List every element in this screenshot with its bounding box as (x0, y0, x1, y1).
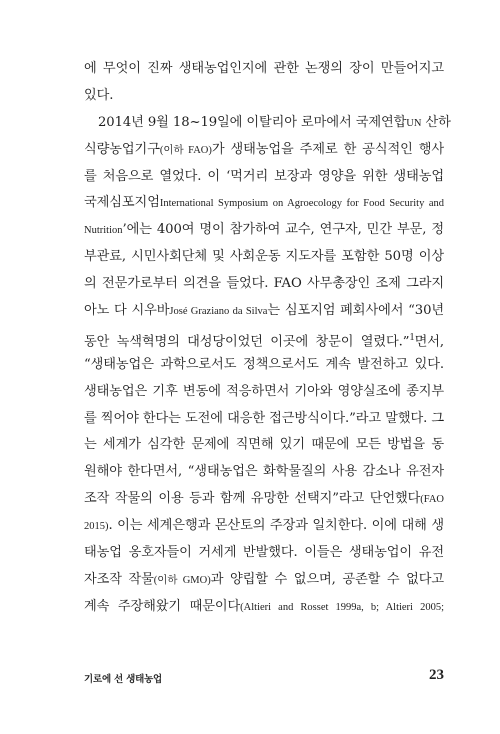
text-line: 아노 다 시우바José Graziano da Silva는 심포지엄 폐회사에서 “30년 (84, 303, 444, 319)
inline-annotation: (이하 GMO) (153, 574, 211, 586)
text-line: 원해야 한다면서, “생태농업은 화학물질의 사용 감소나 유전자 (84, 464, 444, 480)
text-line: “생태농업은 과학으로서도 정책으로서도 계속 발전하고 있다. (84, 356, 444, 372)
text-line: 를 찍어야 한다는 도전에 대응한 접근방식이다.”라고 말했다. 그 (84, 410, 444, 426)
text-line: 식량농업기구(이하 FAO)가 생태농업을 주제로 한 공식적인 행사 (84, 141, 444, 157)
running-footer-title: 기로에 선 생태농업 (84, 674, 163, 685)
inline-annotation: International Symposium on Agroecology for Food Security and (159, 198, 444, 210)
inline-annotation: José Graziano da Silva (169, 306, 268, 318)
inline-annotation: (FAO (420, 494, 444, 506)
text-line: 자조작 작물(이하 GMO)과 양립할 수 없으며, 공존할 수 없다고 (84, 571, 444, 587)
text-line: 에 무엇이 진짜 생태농업인지에 관한 논쟁의 장이 만들어지고 (84, 61, 444, 76)
inline-annotation: (이하 FAO) (159, 144, 212, 156)
text-line: Nutrition’에는 400여 명이 참가하여 교수, 연구자, 민간 부문, 정 (84, 222, 444, 238)
page-number: 23 (429, 667, 444, 683)
footnote-marker: 1 (409, 331, 415, 343)
text-line: 있다. (84, 87, 114, 103)
inline-annotation: (Altieri and Rosset 1999a, b; Altieri 2005; (240, 601, 444, 613)
text-line: 태농업 옹호자들이 거세게 반발했다. 이들은 생태농업이 유전 (84, 545, 444, 561)
text-line: 부관료, 시민사회단체 및 사회운동 지도자를 포함한 50명 이상 (84, 249, 444, 265)
text-line: 동안 녹색혁명의 대성당이었던 이곳에 창문이 열렸다.”$^1$면서, (84, 331, 444, 350)
text-line: 는 세계가 심각한 문제에 직면해 있기 때문에 모든 방법을 동 (84, 437, 444, 453)
text-line: 를 처음으로 열었다. 이 ‘먹거리 보장과 영양을 위한 생태농업 (84, 168, 444, 184)
body-text (84, 56, 451, 621)
text-line: 2015). 이는 세계은행과 몬산토의 주장과 일치한다. 이에 대해 생 (84, 518, 444, 534)
inline-annotation: 2015) (84, 521, 109, 533)
inline-annotation: UN (406, 117, 422, 129)
text-line: 2014년 9월 18~19일에 이탈리아 로마에서 국제연합UN 산하 (98, 114, 451, 130)
text-line: 국제심포지엄International Symposium on Agroecology for Food Security and (84, 195, 444, 211)
text-line: 생태농업은 기후 변동에 적응하면서 기아와 영양실조에 종지부 (84, 383, 444, 399)
text-line: 계속 주장해왔기 때문이다(Altieri and Rosset 1999a, b; Altieri 2005; (84, 598, 444, 614)
page-footer (84, 667, 444, 687)
inline-annotation: Nutrition (84, 225, 123, 237)
text-line: 의 전문가로부터 의견을 들었다. FAO 사무총장인 조제 그라지 (84, 276, 444, 292)
text-line: 조작 작물의 이용 등과 함께 유망한 선택지”라고 단언했다(FAO (84, 491, 444, 507)
